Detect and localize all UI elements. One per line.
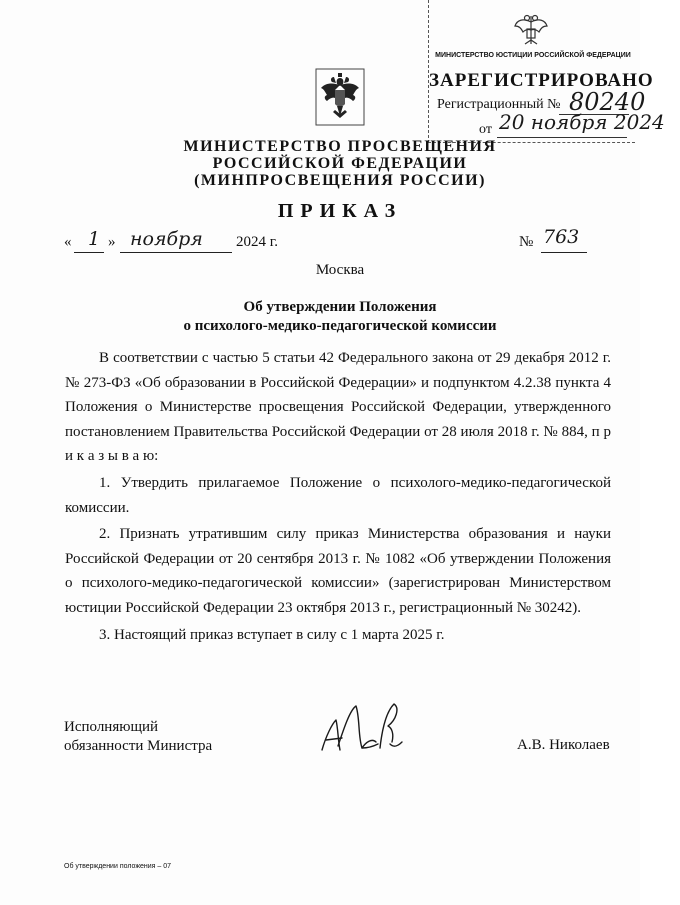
order-number-underline [541, 252, 587, 253]
preamble-paragraph: В соответствии с частью 5 статьи 42 Федерального закона от 29 декабря 2012 г. № 273-ФЗ «Об образовании в Российской Федерации» и подпунктом 4.2.38 пункта 4 Положения о Министерстве просвещения Российской Федерации, утвержденного постановлением Правительства Российской Федерации от 28 июля 2018 г. № 884, п р и к а з ы в а ю: [65, 350, 611, 465]
footer-note: Об утверждении положения – 07 [64, 863, 172, 870]
item-1-paragraph: 1. Утвердить прилагаемое Положение о психолого-медико-педагогической комиссии. [65, 474, 611, 516]
order-number: 763 [543, 226, 580, 248]
handwritten-signature [316, 698, 406, 760]
stamp-date-label: от [479, 122, 492, 137]
order-year: 2024 г. [236, 234, 278, 250]
signatory-name: А.В. Николаев [517, 737, 610, 753]
order-title-line2: о психолого-медико-педагогической комиссии [183, 318, 497, 334]
stamp-reg-number-label: Регистрационный № [437, 97, 561, 112]
registration-stamp [428, 0, 665, 143]
document-type: ПРИКАЗ [277, 200, 403, 222]
order-city: Москва [315, 262, 365, 278]
ministry-name-line2: РОССИЙСКОЙ ФЕДЕРАЦИИ [212, 155, 468, 172]
coat-of-arms-icon [315, 68, 365, 126]
position-line1: Исполняющий [64, 719, 159, 735]
stamp-registered-label: ЗАРЕГИСТРИРОВАНО [429, 70, 654, 91]
day-underline [74, 252, 104, 253]
signatory-position [64, 718, 212, 756]
ministry-name-line3: (МИНПРОСВЕЩЕНИЯ РОССИИ) [194, 172, 486, 189]
order-body [65, 346, 611, 647]
quote-close: » [108, 234, 116, 250]
stamp-reg-number: 80240 [569, 88, 646, 116]
ministry-header [0, 138, 680, 189]
item-2-paragraph: 2. Признать утратившим силу приказ Министерства образования и науки Российской Федерации от 20 сентября 2013 г. № 1082 «Об утверждении Положения о психолого-медико-педагогической комиссии» (зарегистрирован Министерством юстиции Российской Федерации 23 октября 2013 г., регистрационный № 30242). [65, 526, 611, 616]
month-underline [120, 252, 232, 253]
position-line2: обязанности Министра [64, 738, 213, 754]
quote-open: « [64, 234, 72, 250]
order-title-line1: Об утверждении Положения [243, 299, 437, 315]
stamp-organization: МИНИСТЕРСТВО ЮСТИЦИИ РОССИЙСКОЙ ФЕДЕРАЦИИ [435, 52, 631, 59]
order-month: ноября [130, 228, 203, 250]
stamp-reg-date: 20 ноября 2024 [499, 110, 665, 134]
order-number-label: № [519, 234, 534, 250]
ministry-name-line1: МИНИСТЕРСТВО ПРОСВЕЩЕНИЯ [183, 138, 497, 155]
order-title [0, 298, 680, 336]
eagle-emblem-icon [511, 10, 551, 50]
item-3-paragraph: 3. Настоящий приказ вступает в силу с 1 марта 2025 г. [99, 626, 445, 643]
order-day: 1 [88, 228, 101, 250]
